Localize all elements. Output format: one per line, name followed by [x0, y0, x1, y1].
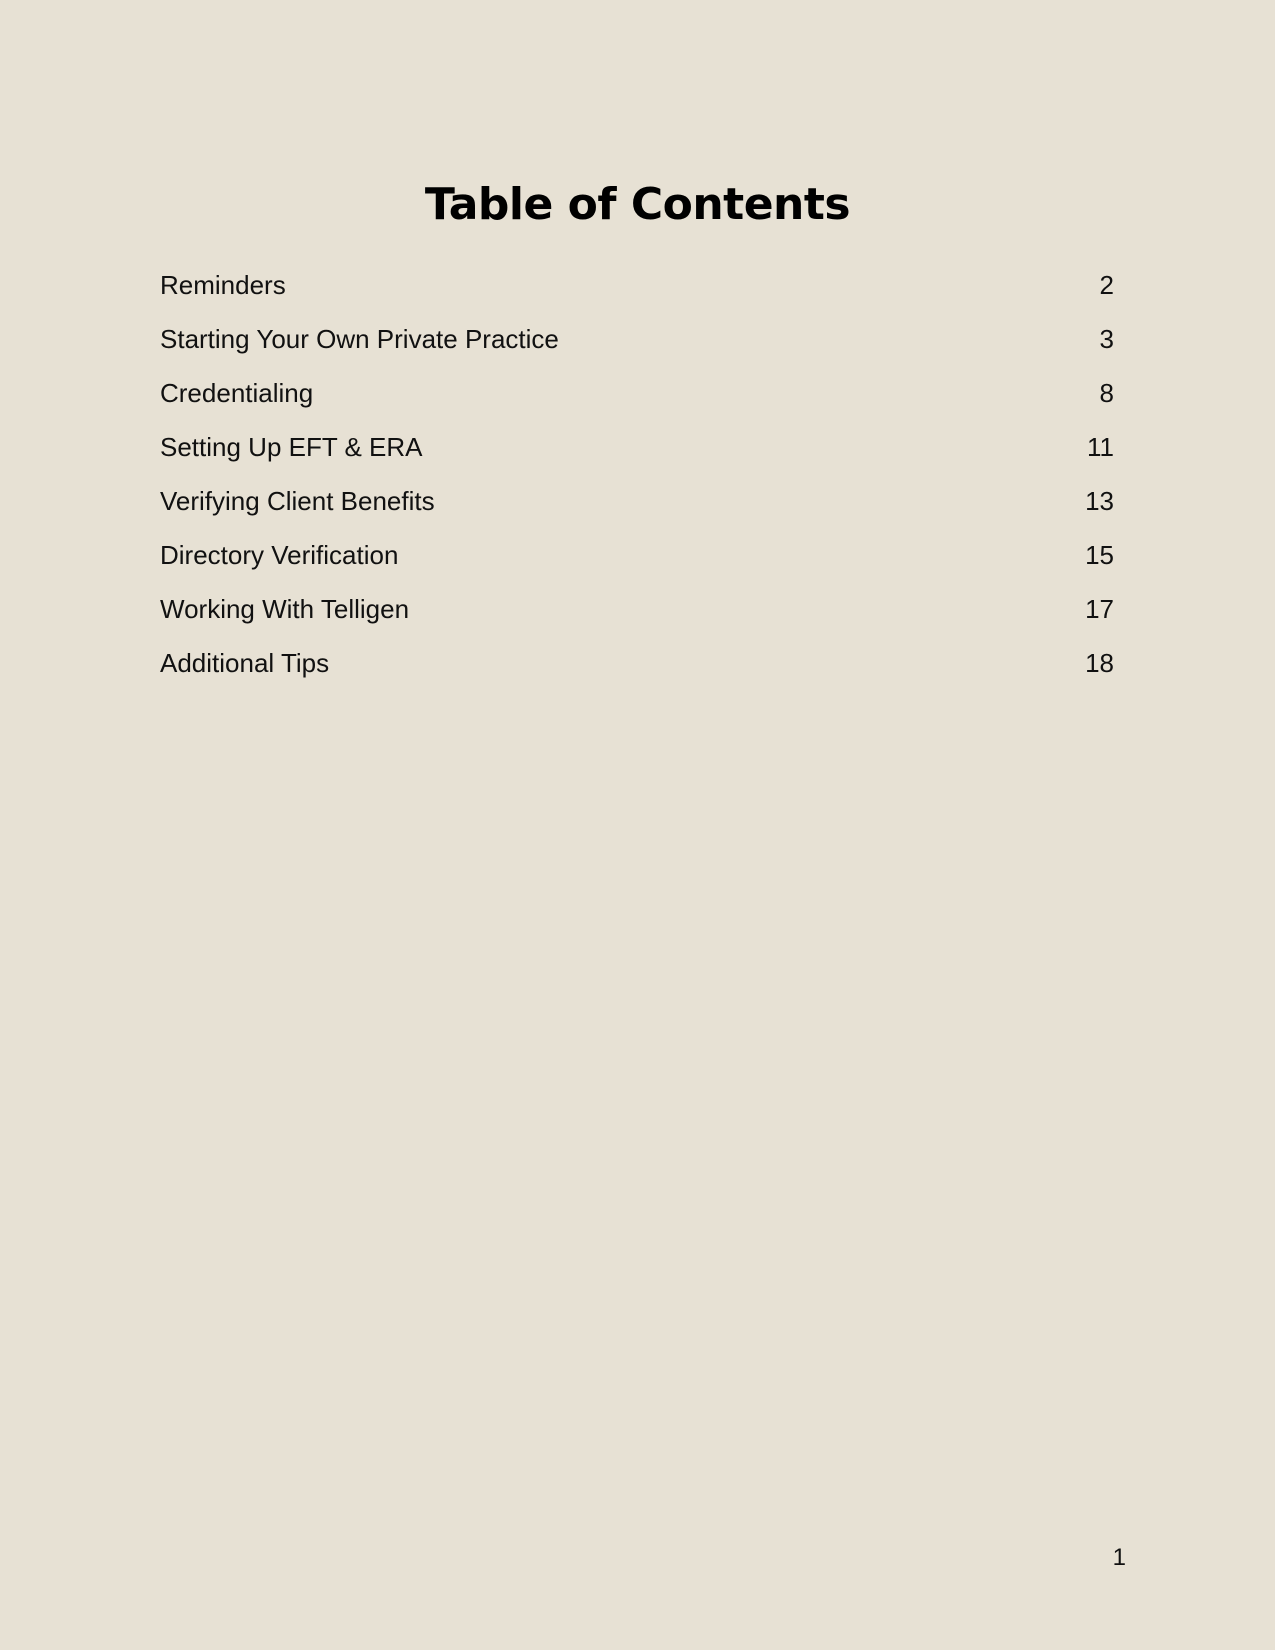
toc-entry-title: Additional Tips	[160, 648, 330, 678]
toc-entry[interactable]	[160, 582, 1114, 636]
toc-entry-page-number: 17	[1085, 594, 1114, 624]
toc-entry-title: Directory Verification	[160, 540, 399, 570]
toc-entry-title: Verifying Client Benefits	[160, 486, 435, 516]
toc-entry-title: Setting Up EFT & ERA	[160, 432, 423, 462]
toc-entry-page-number: 8	[1099, 378, 1114, 408]
toc-entry[interactable]	[160, 528, 1114, 582]
toc-list	[160, 258, 1114, 690]
toc-entry-title: Starting Your Own Private Practice	[160, 324, 559, 354]
toc-entry-page-number: 15	[1085, 540, 1114, 570]
toc-entry-title: Working With Telligen	[160, 594, 410, 624]
toc-entry-page-number: 3	[1099, 324, 1114, 354]
toc-entry-page-number: 13	[1085, 486, 1114, 516]
toc-entry[interactable]	[160, 366, 1114, 420]
toc-entry-title: Credentialing	[160, 378, 314, 408]
page-number: 1	[1112, 1544, 1126, 1571]
page-title: Table of Contents	[424, 179, 851, 231]
toc-entry-page-number: 18	[1085, 648, 1114, 678]
toc-entry[interactable]	[160, 636, 1114, 690]
toc-entry[interactable]	[160, 312, 1114, 366]
toc-entry-page-number: 11	[1087, 432, 1114, 462]
toc-entry[interactable]	[160, 258, 1114, 312]
toc-entry[interactable]	[160, 420, 1114, 474]
toc-entry[interactable]	[160, 474, 1114, 528]
toc-entry-page-number: 2	[1099, 270, 1114, 300]
toc-entry-title: Reminders	[160, 270, 286, 300]
